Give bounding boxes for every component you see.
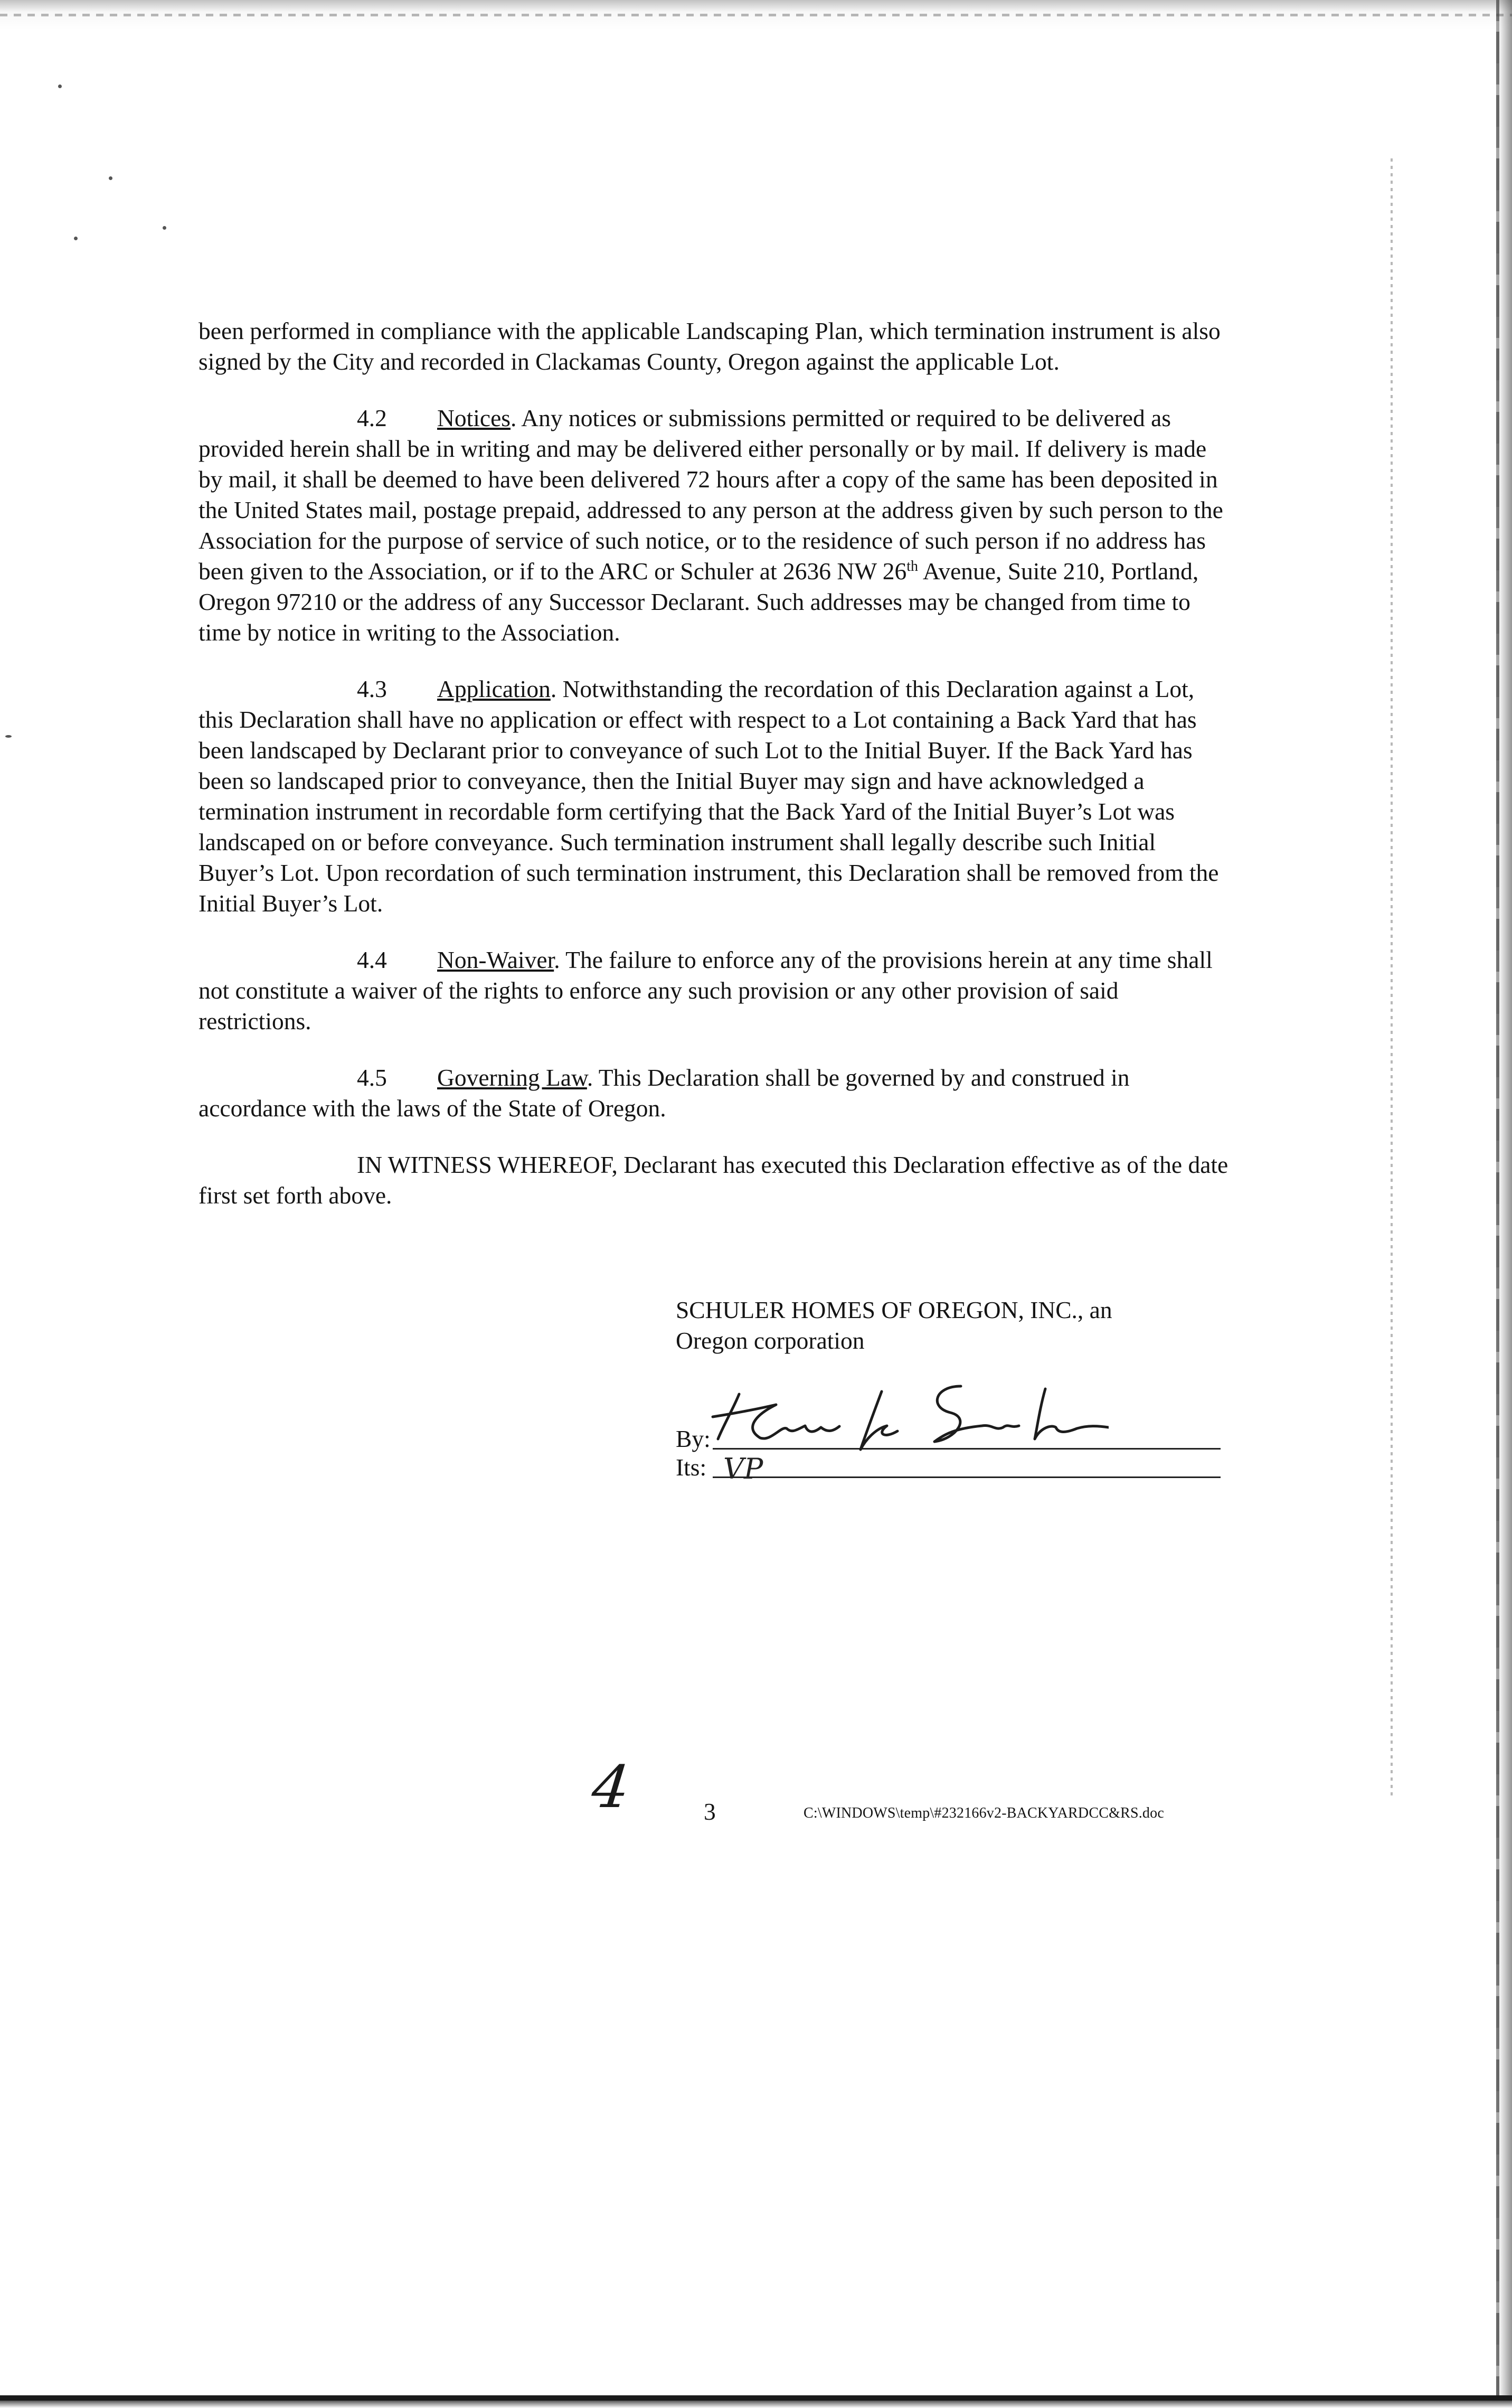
document-file-path: C:\WINDOWS\temp\#232166v2-BACKYARDCC&RS.doc [804,1805,1164,1821]
section-text: . Any notices or submissions permitted or required to be delivered as provided herein shall be in writing and may be delivered either personally or by mail. If delivery is made by mail, it shall be deemed to have been delivered 72 hours after a copy of the same has been deposited in the United States mail, postage prepaid, addressed to any person at the address given by such person to the Association for the purpose of service of such notice, or to the residence of such person if no address has been given to the Association, or if to the ARC or Schuler at 2636 NW 26 [199,405,1223,585]
its-signature-line [713,1476,1221,1478]
its-handwritten-value: VP [723,1452,763,1485]
ordinal-suffix: th [906,558,918,575]
scan-speck [74,237,78,240]
handwritten-page-number: 4 [589,1753,633,1821]
signature-company [676,1295,1256,1356]
section-4-3-application [199,674,1233,919]
company-name-line1: SCHULER HOMES OF OREGON, INC., an [676,1296,1112,1323]
section-4-2-notices [199,403,1233,648]
company-name-line2: Oregon corporation [676,1327,865,1354]
section-4-5-governing-law [199,1062,1233,1124]
by-label: By: [676,1425,711,1452]
section-heading: Application [437,675,551,702]
section-text-cont: Avenue, Suite 210, Portland, Oregon 97210 or the address of any Successor Declarant. Such addresses may be changed from time to time by notice in writing to the Association. [199,558,1199,646]
continuation-paragraph: been performed in compliance with the applicable Landscaping Plan, which termination instrument is also signed by the City and recorded in Clackamas County, Oregon against the applicable Lot. [199,317,1221,375]
declaration-body [199,316,1233,1211]
scan-top-dashes [0,14,1512,16]
scan-bottom-edge [0,2395,1512,2401]
section-heading: Governing Law [437,1064,587,1091]
scan-dotted-line [1391,158,1393,1795]
scan-speck [163,226,166,230]
section-heading: Non-Waiver [437,946,554,973]
scan-speck [109,176,112,180]
scan-speck [5,735,12,738]
section-number: 4.5 [357,1064,387,1091]
witness-paragraph: IN WITNESS WHEREOF, Declarant has executed this Declaration effective as of the date first set forth above. [199,1151,1228,1209]
section-number: 4.3 [357,675,387,702]
section-text: . The failure to enforce any of the provisions herein at any time shall not constitute a waiver of the rights to enforce any such provision or any other provision of said restrictions. [199,946,1213,1034]
section-text: . This Declaration shall be governed by and construed in accordance with the laws of the State of Oregon. [199,1064,1130,1122]
scan-speck [58,84,62,88]
its-label: Its: [676,1454,707,1481]
scan-right-edge-line [1496,0,1499,2408]
page-number: 3 [704,1798,716,1825]
section-number: 4.4 [357,946,387,973]
scan-bottom-shadow [0,2401,1512,2408]
scan-right-shadow [1498,0,1512,2408]
section-text: . Notwithstanding the recordation of this Declaration against a Lot, this Declaration shall have no application or effect with respect to a Lot containing a Back Yard that has been landscaped by Declarant prior to conveyance of such Lot to the Initial Buyer. If the Back Yard has been so landscaped prior to conveyance, then the Initial Buyer may sign and have acknowledged a termination instrument in recordable form certifying that the Back Yard of the Initial Buyer’s Lot was landscaped on or before conveyance. Such termination instrument shall legally describe such Initial Buyer’s Lot. Upon recordation of such termination instrument, this Declaration shall be removed from the Initial Buyer’s Lot. [199,675,1219,917]
section-number: 4.2 [357,405,387,431]
handwritten-signature [707,1376,1109,1465]
section-heading: Notices [437,405,511,431]
section-4-4-non-waiver [199,945,1233,1037]
